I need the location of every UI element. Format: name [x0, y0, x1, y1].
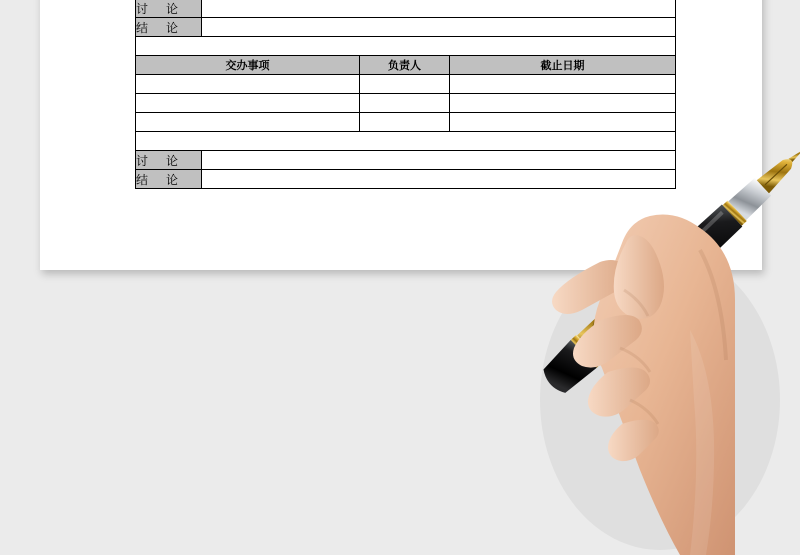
- table-row: [136, 75, 676, 94]
- task-due-cell[interactable]: [450, 75, 676, 94]
- task-header-due: 截止日期: [450, 56, 676, 75]
- task-due-cell[interactable]: [450, 113, 676, 132]
- label-conclusion-1: [136, 18, 202, 37]
- task-item-cell[interactable]: [136, 94, 360, 113]
- spacer-cell: [136, 132, 676, 151]
- table-row: [136, 94, 676, 113]
- label-discussion-2-char1: 讨: [136, 153, 149, 168]
- task-header-owner: 负责人: [360, 56, 450, 75]
- meeting-minutes-table: [135, 0, 676, 189]
- label-discussion-2-char2: 论: [165, 153, 178, 168]
- label-conclusion-1-char2: 论: [165, 20, 178, 35]
- pen-engraving: [578, 296, 644, 360]
- label-discussion-1: [136, 0, 202, 18]
- spacer-cell: [136, 37, 676, 56]
- middle-finger: [573, 315, 642, 368]
- task-item-cell[interactable]: [136, 75, 360, 94]
- table-spacer: [136, 132, 676, 151]
- label-discussion-1-char2: 论: [165, 1, 178, 16]
- table-row-discussion-2: [136, 151, 676, 170]
- pen-nib-tip: [789, 147, 800, 162]
- pen-nib-slit: [765, 164, 787, 184]
- hand-shading: [620, 250, 726, 424]
- field-conclusion-2[interactable]: [202, 170, 676, 189]
- table-row: [136, 113, 676, 132]
- hand-highlight: [690, 330, 714, 555]
- field-conclusion-1[interactable]: [202, 18, 676, 37]
- label-conclusion-2: [136, 170, 202, 189]
- hand-shadow: [540, 250, 780, 550]
- table-row-discussion-1: [136, 0, 676, 18]
- label-conclusion-2-char2: 论: [165, 172, 178, 187]
- task-header-item: 交办事项: [136, 56, 360, 75]
- task-due-cell[interactable]: [450, 94, 676, 113]
- task-owner-cell[interactable]: [360, 75, 450, 94]
- pen-cap-engraved: [576, 292, 649, 363]
- table-row-conclusion-1: [136, 18, 676, 37]
- pen-end: [538, 340, 597, 398]
- pen-nib: [757, 154, 798, 194]
- ring-finger: [588, 368, 650, 417]
- table-row-conclusion-2: [136, 170, 676, 189]
- task-item-cell[interactable]: [136, 113, 360, 132]
- field-discussion-2[interactable]: [202, 151, 676, 170]
- label-conclusion-2-char1: 结: [136, 172, 149, 187]
- field-discussion-1[interactable]: [202, 0, 676, 18]
- label-discussion-1-char1: 讨: [136, 1, 149, 16]
- table-spacer: [136, 37, 676, 56]
- task-owner-cell[interactable]: [360, 113, 450, 132]
- document-page: [40, 0, 762, 270]
- table-row-task-header: [136, 56, 676, 75]
- label-conclusion-1-char1: 结: [136, 20, 149, 35]
- pen-ring-lower: [571, 335, 603, 368]
- pen-ring-middle: [623, 286, 654, 318]
- task-owner-cell[interactable]: [360, 94, 450, 113]
- little-finger: [608, 420, 659, 461]
- label-discussion-2: [136, 151, 202, 170]
